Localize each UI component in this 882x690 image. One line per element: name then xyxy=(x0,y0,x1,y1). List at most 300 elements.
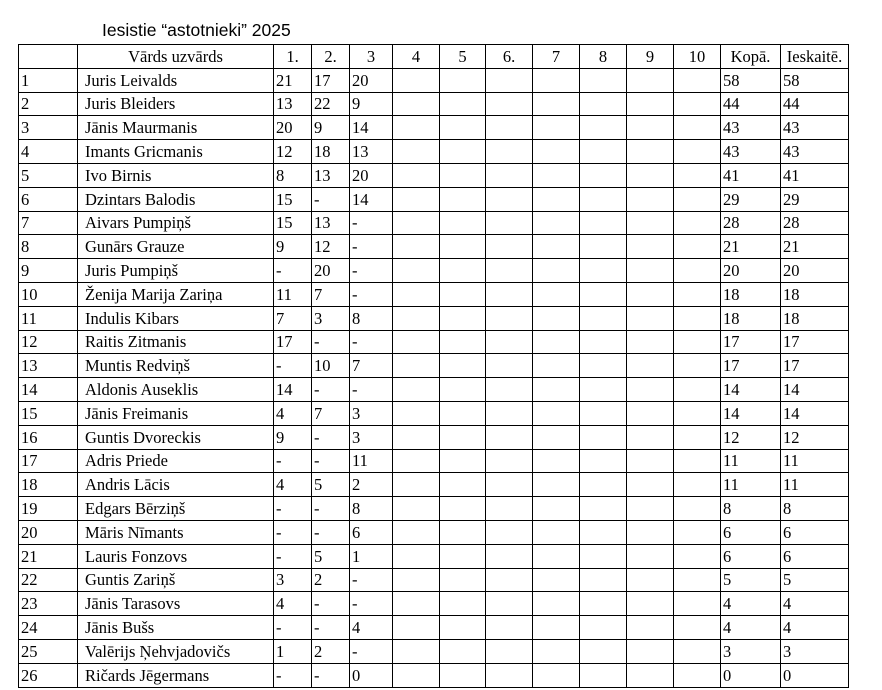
score-cell: 17 xyxy=(721,330,781,354)
score-cell xyxy=(440,592,486,616)
rank-cell: 2 xyxy=(19,92,78,116)
score-cell xyxy=(486,449,533,473)
name-cell: Andris Lācis xyxy=(78,473,274,497)
score-cell: 9 xyxy=(274,235,312,259)
score-cell xyxy=(580,68,627,92)
score-cell xyxy=(580,497,627,521)
score-cell xyxy=(440,68,486,92)
score-cell xyxy=(674,378,721,402)
column-header: Ieskaitē. xyxy=(781,45,849,69)
score-cell xyxy=(674,663,721,687)
score-cell xyxy=(533,354,580,378)
score-cell xyxy=(674,449,721,473)
score-cell xyxy=(627,116,674,140)
score-cell xyxy=(674,616,721,640)
score-cell xyxy=(440,163,486,187)
score-cell xyxy=(393,592,440,616)
score-cell: - xyxy=(274,520,312,544)
score-cell: - xyxy=(350,330,393,354)
score-cell xyxy=(486,306,533,330)
table-row xyxy=(19,354,849,378)
column-header: 7 xyxy=(533,45,580,69)
score-cell: 8 xyxy=(721,497,781,521)
score-cell xyxy=(627,187,674,211)
score-cell xyxy=(393,163,440,187)
rank-cell: 25 xyxy=(19,639,78,663)
score-cell xyxy=(580,306,627,330)
score-cell xyxy=(627,211,674,235)
score-cell xyxy=(486,497,533,521)
rank-cell: 26 xyxy=(19,663,78,687)
score-cell xyxy=(533,663,580,687)
table-row xyxy=(19,568,849,592)
column-header: Kopā. xyxy=(721,45,781,69)
score-cell: 18 xyxy=(312,140,350,164)
score-cell xyxy=(580,592,627,616)
score-cell xyxy=(440,378,486,402)
score-cell xyxy=(393,425,440,449)
score-cell xyxy=(393,544,440,568)
score-cell xyxy=(674,259,721,283)
score-cell: 21 xyxy=(721,235,781,259)
score-cell xyxy=(393,330,440,354)
score-cell: 4 xyxy=(781,592,849,616)
rank-cell: 3 xyxy=(19,116,78,140)
score-cell: - xyxy=(350,568,393,592)
score-cell: 11 xyxy=(274,282,312,306)
score-cell xyxy=(580,425,627,449)
score-cell: 7 xyxy=(312,401,350,425)
score-cell: 20 xyxy=(312,259,350,283)
score-cell: 14 xyxy=(721,401,781,425)
score-cell xyxy=(627,306,674,330)
score-cell xyxy=(486,92,533,116)
column-header xyxy=(19,45,78,69)
table-row xyxy=(19,616,849,640)
score-cell xyxy=(533,616,580,640)
name-cell: Indulis Kibars xyxy=(78,306,274,330)
score-cell xyxy=(627,68,674,92)
score-cell xyxy=(393,282,440,306)
score-cell xyxy=(486,282,533,306)
score-cell: 3 xyxy=(312,306,350,330)
name-cell: Valērijs Ņehvjadovičs xyxy=(78,639,274,663)
score-cell xyxy=(580,639,627,663)
score-cell xyxy=(533,282,580,306)
score-cell xyxy=(674,187,721,211)
score-cell xyxy=(674,592,721,616)
score-cell xyxy=(627,378,674,402)
score-cell: - xyxy=(312,378,350,402)
table-row xyxy=(19,306,849,330)
table-row xyxy=(19,520,849,544)
score-cell: 3 xyxy=(350,425,393,449)
score-cell xyxy=(486,163,533,187)
table-row xyxy=(19,235,849,259)
name-cell: Juris Pumpiņš xyxy=(78,259,274,283)
score-cell xyxy=(486,187,533,211)
rank-cell: 10 xyxy=(19,282,78,306)
score-cell xyxy=(486,520,533,544)
score-cell: 3 xyxy=(781,639,849,663)
name-cell: Juris Bleiders xyxy=(78,92,274,116)
score-cell: 20 xyxy=(274,116,312,140)
document-title: Iesistie “astotnieki” 2025 xyxy=(102,20,291,40)
score-cell: 21 xyxy=(274,68,312,92)
score-cell: 12 xyxy=(781,425,849,449)
score-cell: 8 xyxy=(274,163,312,187)
column-header: Vārds uzvārds xyxy=(78,45,274,69)
score-cell: 13 xyxy=(350,140,393,164)
score-cell: 41 xyxy=(781,163,849,187)
score-cell: - xyxy=(274,497,312,521)
table-row xyxy=(19,639,849,663)
rank-cell: 13 xyxy=(19,354,78,378)
score-cell xyxy=(580,401,627,425)
score-cell: 1 xyxy=(350,544,393,568)
table-row xyxy=(19,449,849,473)
score-cell: 8 xyxy=(781,497,849,521)
score-cell xyxy=(533,497,580,521)
score-cell xyxy=(580,211,627,235)
score-cell: 0 xyxy=(781,663,849,687)
score-cell: - xyxy=(350,211,393,235)
score-cell: 6 xyxy=(781,520,849,544)
score-cell xyxy=(486,544,533,568)
score-cell xyxy=(674,282,721,306)
score-cell xyxy=(533,639,580,663)
score-cell: 0 xyxy=(350,663,393,687)
score-cell: 4 xyxy=(721,616,781,640)
name-cell: Juris Leivalds xyxy=(78,68,274,92)
score-cell xyxy=(486,140,533,164)
score-cell xyxy=(533,378,580,402)
score-cell xyxy=(580,259,627,283)
score-cell: 11 xyxy=(350,449,393,473)
score-cell xyxy=(627,497,674,521)
score-cell xyxy=(580,282,627,306)
score-cell xyxy=(533,520,580,544)
score-cell xyxy=(674,235,721,259)
name-cell: Adris Priede xyxy=(78,449,274,473)
table-row xyxy=(19,282,849,306)
score-cell xyxy=(393,639,440,663)
score-cell xyxy=(393,401,440,425)
score-cell: 8 xyxy=(350,497,393,521)
score-cell xyxy=(627,92,674,116)
score-cell: 1 xyxy=(274,639,312,663)
score-cell xyxy=(533,68,580,92)
score-cell xyxy=(533,140,580,164)
score-cell xyxy=(627,425,674,449)
name-cell: Edgars Bērziņš xyxy=(78,497,274,521)
score-cell xyxy=(627,330,674,354)
score-cell xyxy=(674,401,721,425)
table-row xyxy=(19,378,849,402)
table-row xyxy=(19,116,849,140)
score-cell xyxy=(627,401,674,425)
score-cell xyxy=(580,330,627,354)
score-cell: 6 xyxy=(350,520,393,544)
score-cell xyxy=(674,520,721,544)
score-cell xyxy=(486,639,533,663)
score-cell: 9 xyxy=(350,92,393,116)
name-cell: Guntis Dvoreckis xyxy=(78,425,274,449)
score-cell: 5 xyxy=(721,568,781,592)
score-cell: 20 xyxy=(350,163,393,187)
score-cell: 5 xyxy=(312,544,350,568)
score-cell xyxy=(440,639,486,663)
rank-cell: 23 xyxy=(19,592,78,616)
score-cell: 14 xyxy=(721,378,781,402)
score-cell xyxy=(393,473,440,497)
score-cell xyxy=(627,140,674,164)
rank-cell: 18 xyxy=(19,473,78,497)
score-cell: 18 xyxy=(721,282,781,306)
score-cell xyxy=(627,616,674,640)
score-cell: 4 xyxy=(274,401,312,425)
score-cell xyxy=(627,473,674,497)
score-cell: 43 xyxy=(781,140,849,164)
score-cell xyxy=(674,425,721,449)
score-cell: 3 xyxy=(274,568,312,592)
score-cell: 4 xyxy=(350,616,393,640)
rank-cell: 12 xyxy=(19,330,78,354)
rank-cell: 21 xyxy=(19,544,78,568)
score-cell xyxy=(580,116,627,140)
score-cell xyxy=(533,116,580,140)
score-cell xyxy=(674,211,721,235)
score-cell xyxy=(533,592,580,616)
score-cell xyxy=(440,497,486,521)
score-cell xyxy=(393,116,440,140)
score-cell: 11 xyxy=(781,473,849,497)
score-cell: 11 xyxy=(721,449,781,473)
rank-cell: 7 xyxy=(19,211,78,235)
score-cell: 9 xyxy=(312,116,350,140)
score-cell: 58 xyxy=(721,68,781,92)
name-cell: Aldonis Auseklis xyxy=(78,378,274,402)
score-cell: 13 xyxy=(312,163,350,187)
score-cell: 14 xyxy=(781,401,849,425)
score-cell xyxy=(627,163,674,187)
score-cell xyxy=(580,473,627,497)
score-cell: 2 xyxy=(350,473,393,497)
score-cell: 18 xyxy=(781,282,849,306)
score-cell xyxy=(580,663,627,687)
name-cell: Raitis Zitmanis xyxy=(78,330,274,354)
score-cell: 29 xyxy=(781,187,849,211)
score-cell xyxy=(627,259,674,283)
score-cell xyxy=(580,616,627,640)
results-table xyxy=(18,44,849,688)
name-cell: Muntis Redviņš xyxy=(78,354,274,378)
score-cell: - xyxy=(274,259,312,283)
score-cell xyxy=(440,235,486,259)
score-cell xyxy=(627,282,674,306)
score-cell xyxy=(533,449,580,473)
table-row xyxy=(19,187,849,211)
score-cell xyxy=(440,282,486,306)
score-cell: 44 xyxy=(781,92,849,116)
score-cell: 7 xyxy=(274,306,312,330)
score-cell: 21 xyxy=(781,235,849,259)
score-cell: 13 xyxy=(274,92,312,116)
score-cell: 43 xyxy=(721,140,781,164)
score-cell: - xyxy=(274,354,312,378)
score-cell xyxy=(486,425,533,449)
score-cell: - xyxy=(312,497,350,521)
score-cell xyxy=(486,116,533,140)
score-cell xyxy=(393,663,440,687)
score-cell xyxy=(674,140,721,164)
score-cell xyxy=(580,544,627,568)
score-cell: 18 xyxy=(721,306,781,330)
score-cell xyxy=(393,140,440,164)
score-cell: 5 xyxy=(781,568,849,592)
score-cell: 29 xyxy=(721,187,781,211)
score-cell xyxy=(393,378,440,402)
score-cell xyxy=(627,235,674,259)
table-row xyxy=(19,211,849,235)
name-cell: Jānis Freimanis xyxy=(78,401,274,425)
score-cell: 9 xyxy=(274,425,312,449)
score-cell: 6 xyxy=(721,520,781,544)
score-cell xyxy=(393,306,440,330)
score-cell: 7 xyxy=(312,282,350,306)
score-cell xyxy=(440,568,486,592)
name-cell: Dzintars Balodis xyxy=(78,187,274,211)
name-cell: Ričards Jēgermans xyxy=(78,663,274,687)
column-header: 1. xyxy=(274,45,312,69)
rank-cell: 22 xyxy=(19,568,78,592)
score-cell: 14 xyxy=(274,378,312,402)
score-cell: 6 xyxy=(721,544,781,568)
score-cell xyxy=(393,92,440,116)
table-row xyxy=(19,68,849,92)
score-cell xyxy=(533,235,580,259)
score-cell xyxy=(393,259,440,283)
score-cell xyxy=(674,92,721,116)
score-cell: 4 xyxy=(274,473,312,497)
table-row xyxy=(19,92,849,116)
score-cell xyxy=(627,544,674,568)
rank-cell: 19 xyxy=(19,497,78,521)
score-cell xyxy=(674,497,721,521)
score-cell: 41 xyxy=(721,163,781,187)
score-cell: 43 xyxy=(721,116,781,140)
score-cell: 10 xyxy=(312,354,350,378)
score-cell: 22 xyxy=(312,92,350,116)
score-cell xyxy=(486,473,533,497)
table-header-row xyxy=(19,45,849,69)
column-header: 2. xyxy=(312,45,350,69)
score-cell xyxy=(486,211,533,235)
score-cell xyxy=(393,568,440,592)
rank-cell: 17 xyxy=(19,449,78,473)
score-cell: 12 xyxy=(312,235,350,259)
table-row xyxy=(19,140,849,164)
score-cell xyxy=(440,354,486,378)
score-cell: 4 xyxy=(721,592,781,616)
score-cell xyxy=(486,401,533,425)
name-cell: Guntis Zariņš xyxy=(78,568,274,592)
score-cell xyxy=(580,187,627,211)
rank-cell: 8 xyxy=(19,235,78,259)
score-cell xyxy=(440,425,486,449)
score-cell: 20 xyxy=(781,259,849,283)
column-header: 5 xyxy=(440,45,486,69)
score-cell xyxy=(533,401,580,425)
name-cell: Ivo Birnis xyxy=(78,163,274,187)
score-cell xyxy=(533,568,580,592)
score-cell xyxy=(440,330,486,354)
score-cell: - xyxy=(312,592,350,616)
score-cell: 20 xyxy=(350,68,393,92)
score-cell: 11 xyxy=(721,473,781,497)
score-cell xyxy=(533,163,580,187)
table-row xyxy=(19,401,849,425)
rank-cell: 24 xyxy=(19,616,78,640)
score-cell xyxy=(533,259,580,283)
score-cell: 12 xyxy=(274,140,312,164)
score-cell xyxy=(627,592,674,616)
score-cell: 44 xyxy=(721,92,781,116)
score-cell xyxy=(393,211,440,235)
score-cell: 5 xyxy=(312,473,350,497)
score-cell: - xyxy=(350,235,393,259)
score-cell xyxy=(440,211,486,235)
score-cell xyxy=(440,259,486,283)
score-cell xyxy=(393,187,440,211)
score-cell: 13 xyxy=(312,211,350,235)
score-cell: 14 xyxy=(781,378,849,402)
score-cell: 28 xyxy=(721,211,781,235)
score-cell xyxy=(393,235,440,259)
score-cell xyxy=(627,639,674,663)
score-cell xyxy=(440,116,486,140)
score-cell xyxy=(580,449,627,473)
rank-cell: 9 xyxy=(19,259,78,283)
name-cell: Ženija Marija Zariņa xyxy=(78,282,274,306)
score-cell xyxy=(533,211,580,235)
score-cell xyxy=(674,116,721,140)
score-cell xyxy=(533,92,580,116)
table-row xyxy=(19,592,849,616)
score-cell xyxy=(486,663,533,687)
score-cell xyxy=(393,497,440,521)
score-cell: - xyxy=(312,520,350,544)
score-cell: 17 xyxy=(721,354,781,378)
score-cell xyxy=(440,187,486,211)
score-cell: 17 xyxy=(312,68,350,92)
score-cell: 2 xyxy=(312,568,350,592)
name-cell: Lauris Fonzovs xyxy=(78,544,274,568)
score-cell xyxy=(486,330,533,354)
score-cell: 4 xyxy=(274,592,312,616)
score-cell: 18 xyxy=(781,306,849,330)
score-cell: 20 xyxy=(721,259,781,283)
score-cell: 6 xyxy=(781,544,849,568)
score-cell: 15 xyxy=(274,187,312,211)
score-cell: - xyxy=(274,449,312,473)
score-cell xyxy=(486,592,533,616)
score-cell: 12 xyxy=(721,425,781,449)
column-header: 9 xyxy=(627,45,674,69)
column-header: 4 xyxy=(393,45,440,69)
name-cell: Jānis Tarasovs xyxy=(78,592,274,616)
column-header: 8 xyxy=(580,45,627,69)
